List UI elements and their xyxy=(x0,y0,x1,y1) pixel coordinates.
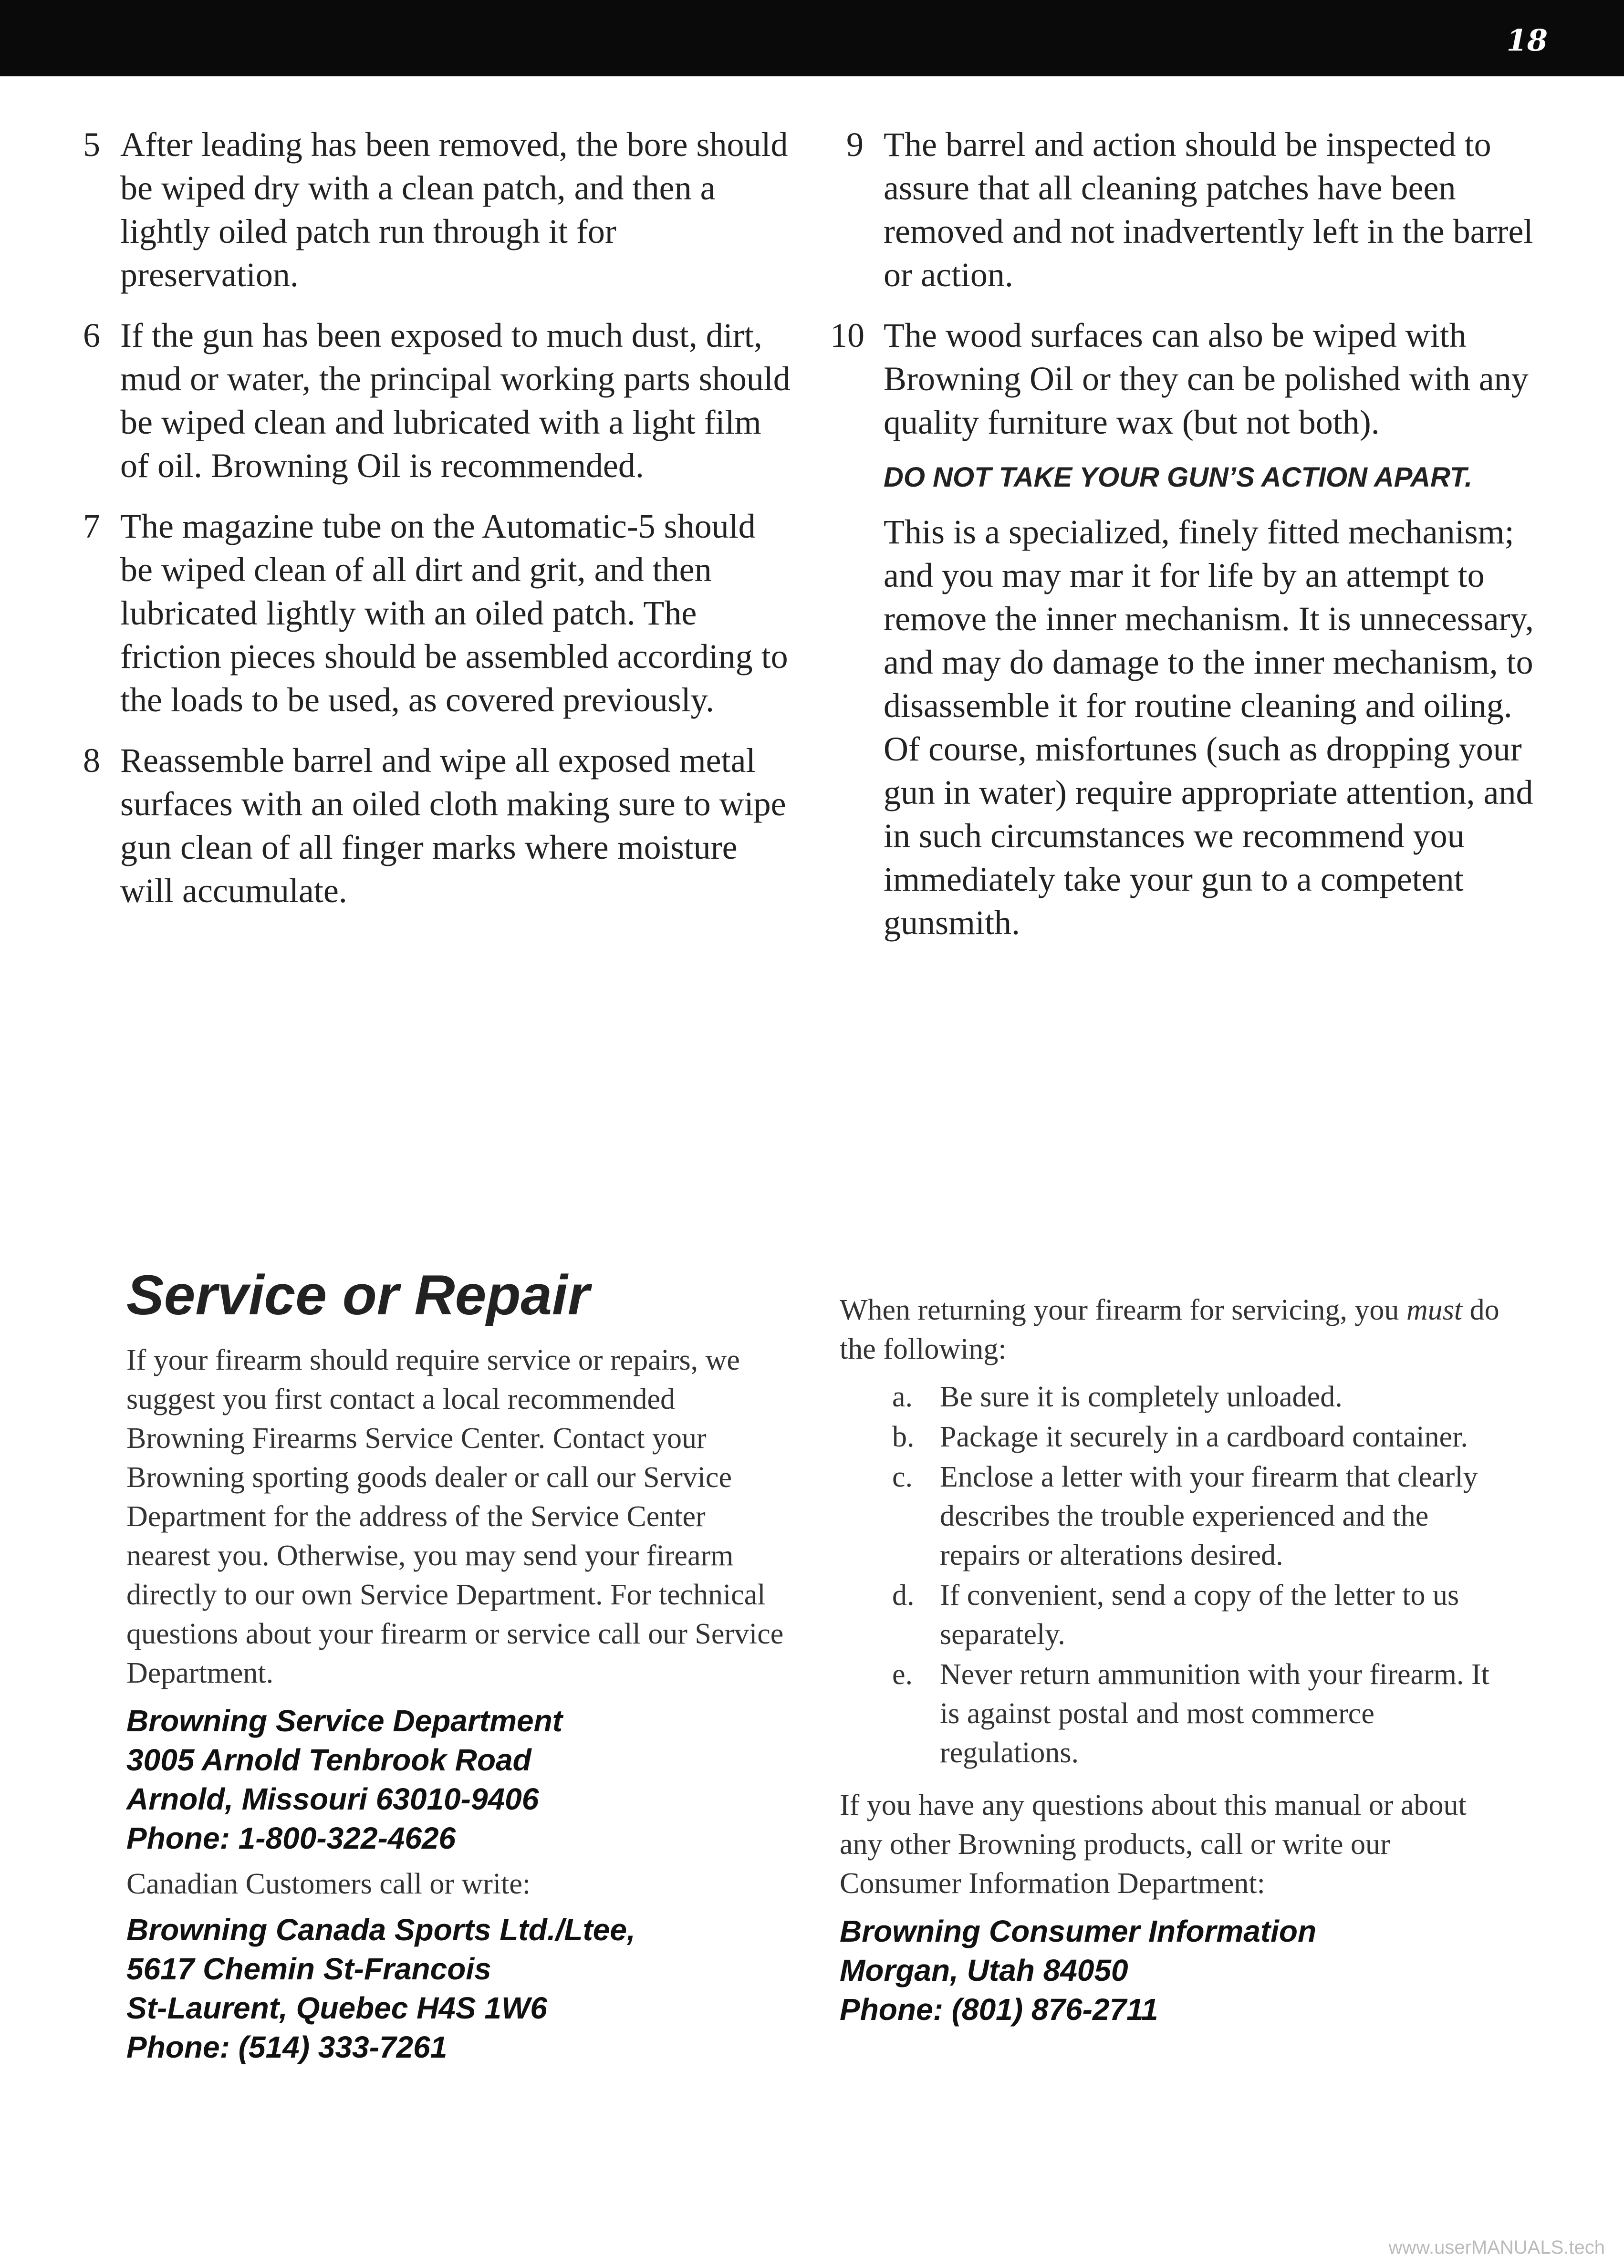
service-section xyxy=(126,1264,794,2067)
service-intro: If your firearm should require service or repairs, we suggest you first contact a local recommended Browning Firearms Service Center. Contact your Browning sporting goods dealer or call our Service Department for the address of the Service Center nearest you. Otherwise, you may send your firearm directly to our own Service Department. For technical questions about your firearm or service call our Service Department. xyxy=(126,1344,784,1689)
canada-address: Browning Canada Sports Ltd./Ltee, 5617 Chemin St-Francois St-Laurent, Quebec H4S 1W6 Phone: (514) 333-7261 xyxy=(126,1913,635,2064)
list-item: e. Never return ammunition with your firearm. It is against postal and most commerce regulations. xyxy=(892,1658,1489,1769)
header-bar xyxy=(0,0,1624,76)
list-item: b. Package it securely in a cardboard container. xyxy=(892,1421,1468,1453)
return-instructions xyxy=(840,1290,1508,2029)
returning-intro: When returning your firearm for servicing, you must do the following: xyxy=(840,1294,1499,1365)
list-item: 10 The wood surfaces can also be wiped with Browning Oil or they can be polished with any quality furniture wax (but not both). xyxy=(830,316,1529,441)
list-item: 9 The barrel and action should be inspected to assure that all cleaning patches have been removed and not inadvertently left in the barrel or action. xyxy=(846,125,1533,294)
consumer-info-address: Browning Consumer Information Morgan, Utah 84050 Phone: (801) 876-2711 xyxy=(840,1914,1317,2027)
canada-intro: Canadian Customers call or write: xyxy=(126,1868,531,1900)
list-item: c. Enclose a letter with your firearm that clearly describes the trouble experienced and the repairs or alterations desired. xyxy=(892,1461,1478,1571)
left-maintenance-list xyxy=(67,123,792,930)
questions-text: If you have any questions about this manual or about any other Browning products, call or write our Consumer Information Department: xyxy=(840,1789,1467,1900)
list-item: 8 Reassemble barrel and wipe all exposed metal surfaces with an oiled cloth making sure to wipe gun clean of all finger marks where moisture will accumulate. xyxy=(83,741,786,910)
list-item: 6 If the gun has been exposed to much dust, dirt, mud or water, the principal working parts should be wiped clean and lubricated with a light film of oil. Browning Oil is recommended. xyxy=(83,316,791,485)
us-service-address: Browning Service Department 3005 Arnold Tenbrook Road Arnold, Missouri 63010-9406 Phone: 1-800-322-4626 xyxy=(126,1704,562,1855)
warning-text: This is a specialized, finely fitted mechanism; and you may mar it for life by an attempt to remove the inner mechanism. It is unnecessary, and may do damage to the inner mechanism, to disassemble it for routine cleaning and oiling. Of course, misfortunes (such as dropping your gun in water) require appropriate attention, and in such circumstances we recommend you immediately take your gun to a competent gunsmith. xyxy=(884,513,1534,942)
list-item: a. Be sure it is completely unloaded. xyxy=(892,1381,1343,1413)
page-number: 18 xyxy=(1506,23,1548,58)
list-item: d. If convenient, send a copy of the letter to us separately. xyxy=(892,1579,1459,1651)
list-item: 7 The magazine tube on the Automatic-5 should be wiped clean of all dirt and grit, and then lubricated lightly with an oiled patch. The friction pieces should be assembled according to the loads to be used, as covered previously. xyxy=(83,507,788,719)
footer-watermark: www.userMANUALS.tech xyxy=(1388,2237,1605,2258)
right-maintenance-list xyxy=(830,123,1555,945)
warning-heading: DO NOT TAKE YOUR GUN’S ACTION APART. xyxy=(884,462,1473,493)
list-item: 5 After leading has been removed, the bore should be wiped dry with a clean patch, and then a lightly oiled patch run through it for preservation. xyxy=(83,125,788,294)
section-title: Service or Repair xyxy=(126,1264,590,1327)
